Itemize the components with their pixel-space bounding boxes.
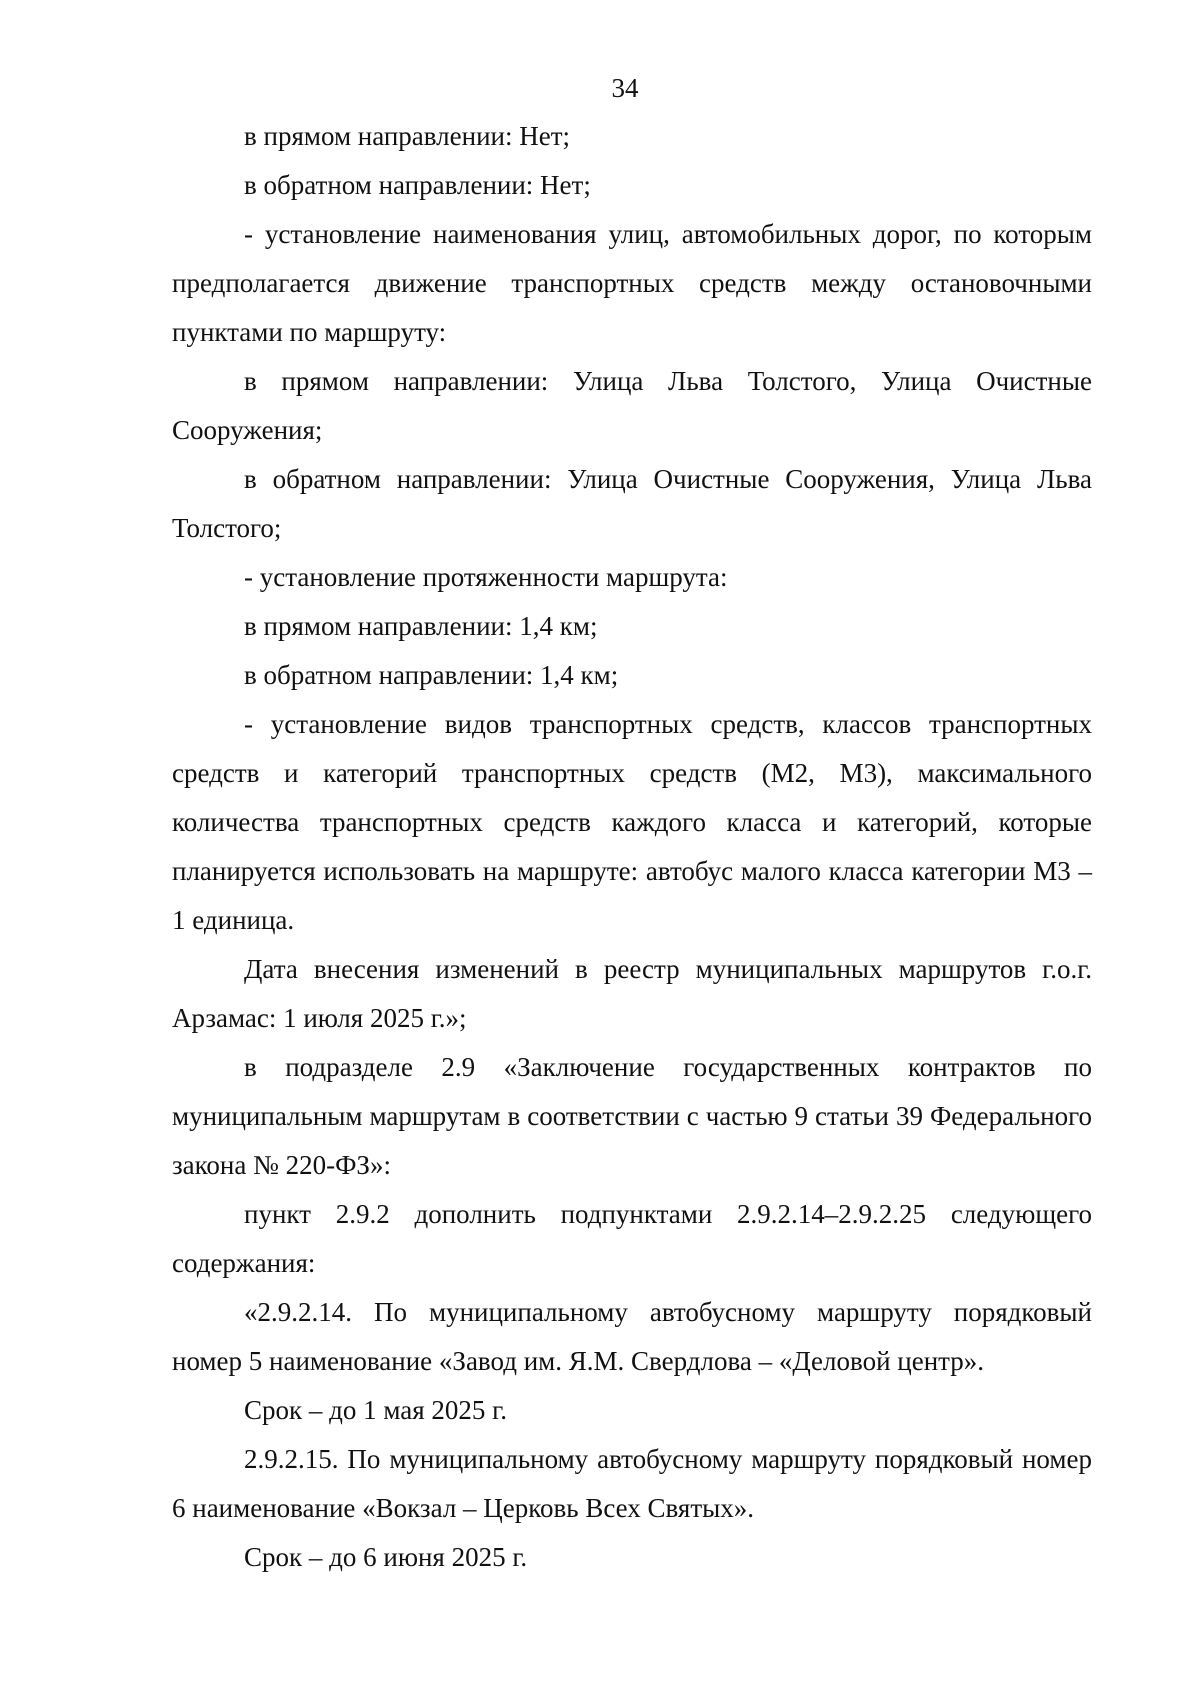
paragraph-reverse-direction-streets: в обратном направлении: Улица Очистные Сооружения, Улица Льва Толстого; — [172, 464, 1092, 543]
paragraph-reverse-direction-length: в обратном направлении: 1,4 км; — [244, 660, 619, 690]
paragraph-deadline-june: Срок – до 6 июня 2025 г. — [244, 1542, 528, 1572]
paragraph-forward-direction-streets: в прямом направлении: Улица Льва Толстого, Улица Очистные Сооружения; — [172, 366, 1092, 445]
paragraph-subclause-2-9-2-15: 2.9.2.15. По муниципальному автобусному маршруту порядковый номер 6 наименование «Вокзал – Церковь Всех Святых». — [172, 1444, 1092, 1523]
paragraph-subclause-2-9-2-14: «2.9.2.14. По муниципальному автобусному маршруту порядковый номер 5 наименование «Завод им. Я.М. Свердлова – «Деловой центр». — [172, 1297, 1092, 1376]
paragraph-route-length-item: - установление протяженности маршрута: — [244, 562, 728, 592]
paragraph-forward-direction-none: в прямом направлении: Нет; — [244, 121, 571, 151]
paragraph-registry-change-date: Дата внесения изменений в реестр муниципальных маршрутов г.о.г. Арзамас: 1 июля 2025 г.»; — [172, 954, 1092, 1033]
paragraph-subsection-2-9: в подразделе 2.9 «Заключение государственных контрактов по муниципальным маршрутам в соответствии с частью 9 статьи 39 Федерального закона № 220-ФЗ»: — [172, 1052, 1092, 1180]
paragraph-forward-direction-length: в прямом направлении: 1,4 км; — [244, 611, 598, 641]
page-number: 34 — [611, 73, 639, 103]
paragraph-vehicle-types-item: - установление видов транспортных средств, классов транспортных средств и категорий транспортных средств (М2, М3), максимального количества транспортных средств каждого класса и категорий, которые планируется использовать на маршруте: автобус малого класса категории М3 – 1 единица. — [172, 709, 1092, 935]
paragraph-deadline-may: Срок – до 1 мая 2025 г. — [244, 1395, 507, 1425]
paragraph-street-names-item: - установление наименования улиц, автомобильных дорог, по которым предполагается движение транспортных средств между остановочными пунктами по маршруту: — [172, 219, 1092, 347]
paragraph-clause-2-9-2-amendment: пункт 2.9.2 дополнить подпунктами 2.9.2.14–2.9.2.25 следующего содержания: — [172, 1199, 1092, 1278]
paragraph-reverse-direction-none: в обратном направлении: Нет; — [244, 170, 591, 200]
document-body — [172, 112, 1092, 1582]
